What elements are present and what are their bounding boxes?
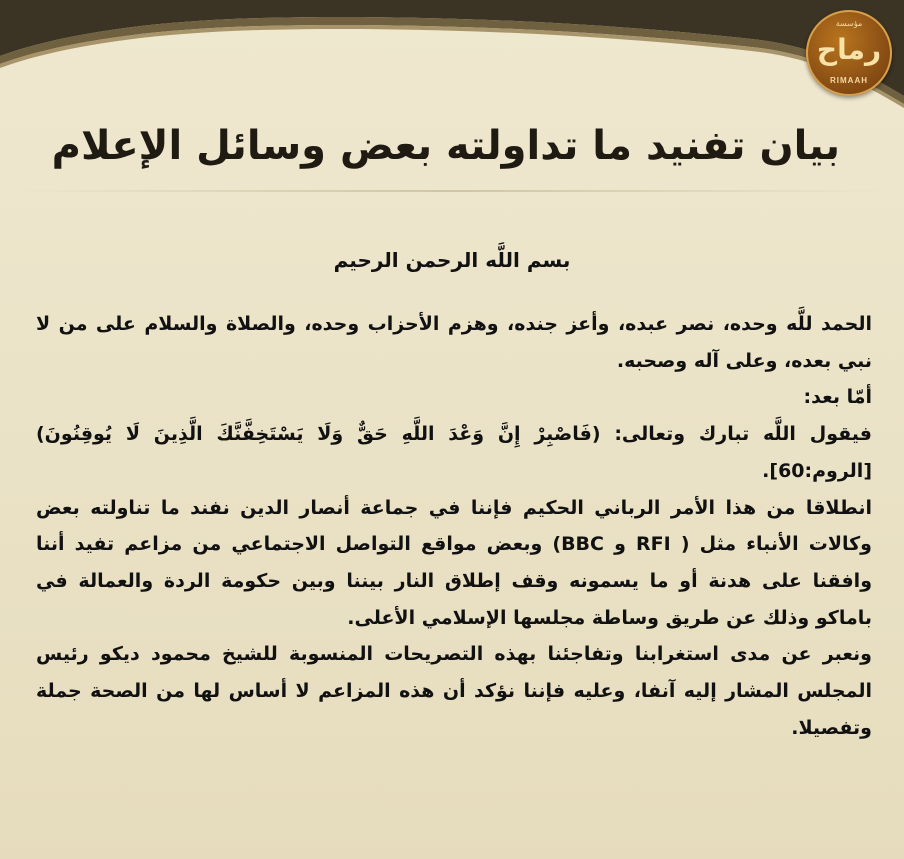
logo-top-text: مؤسسة — [835, 19, 863, 28]
logo-latin-text: RIMAAH — [830, 76, 868, 85]
paragraph-praise: الحمد للَّه وحده، نصر عبده، وأعز جنده، وهزم الأحزاب وحده، والصلاة والسلام على من لا نبي بعده، وعلى آله وصحبه. — [36, 313, 872, 372]
paragraph-denial: انطلاقا من هذا الأمر الرباني الحكيم فإننا في جماعة أنصار الدين نفند ما تناولته بعض وكالات الأنباء مثل ( RFI و BBC) وبعض مواقع التواصل الاجتماعي من مزاعم تفيد أننا وافقنا على هدنة أو ما يسمونه وقف إطلاق النار بيننا وبين حكومة الردة والعمالة في باماكو وذلك عن طريق وساطة مجلسها الإسلامي الأعلى. — [36, 496, 872, 629]
paragraph-quran-verse: فيقول اللَّه تبارك وتعالى: (فَاصْبِرْ إِنَّ وَعْدَ اللَّهِ حَقٌّ وَلَا يَسْتَخِفَّنَّكَ الَّذِينَ لَا يُوقِنُونَ)[الروم:60]. — [36, 423, 872, 482]
statement-body — [36, 306, 872, 859]
header-banner — [0, 0, 904, 110]
paragraph-amma-baad: أمّا بعد: — [803, 386, 872, 409]
rimaah-logo — [806, 10, 892, 96]
logo-main-text: رماح — [816, 33, 882, 66]
basmala: بسم اللَّه الرحمن الرحيم — [333, 248, 571, 272]
title-divider — [20, 190, 884, 192]
banner-wave-shape — [0, 0, 904, 110]
document-title: بيان تفنيد ما تداولته بعض وسائل الإعلام — [51, 123, 840, 169]
paragraph-conclusion: ونعبر عن مدى استغرابنا وتفاجئنا بهذه التصريحات المنسوبة للشيخ محمود ديكو رئيس المجلس المشار إليه آنفا، وعليه فإننا نؤكد أن هذه المزاعم لا أساس لها من الصحة جملة وتفصيلا. — [36, 643, 872, 739]
